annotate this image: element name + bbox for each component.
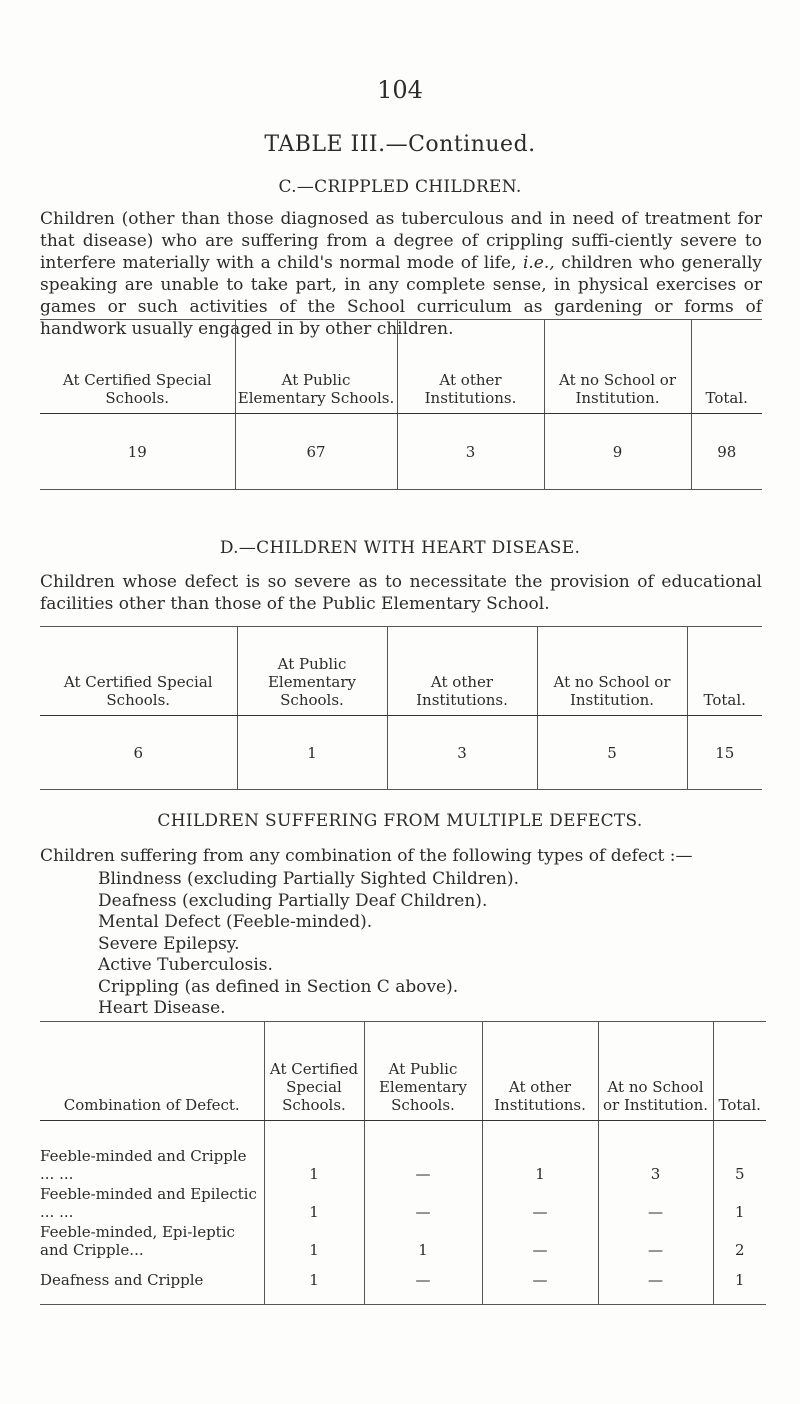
defect-type: Crippling (as defined in Section C above).: [98, 976, 459, 997]
table-cell: 1: [713, 1185, 766, 1223]
table-cell: 1: [264, 1185, 364, 1223]
multiple-defects-heading: CHILDREN SUFFERING FROM MULTIPLE DEFECTS.: [157, 811, 643, 831]
multiple-defects-intro: Children suffering from any combination of the following types of defect :—: [40, 846, 693, 866]
col-header-certified: At Certified Special Schools.: [40, 627, 237, 716]
table-cell: —: [482, 1223, 598, 1261]
col-header-no-school: At no School or Institution.: [537, 627, 687, 716]
table-cell: 3: [598, 1121, 713, 1185]
defect-type: Active Tuberculosis.: [98, 955, 273, 975]
col-header-total: Total.: [687, 627, 762, 716]
section-c-heading: C.—CRIPPLED CHILDREN.: [278, 177, 522, 197]
col-header-total: Total.: [713, 1022, 766, 1121]
table-cell: 1: [713, 1261, 766, 1305]
value-no-school: 5: [537, 716, 687, 790]
table-cell: —: [364, 1121, 482, 1185]
col-header-no-school: At no School or Institution.: [544, 320, 691, 414]
value-other: 3: [387, 716, 537, 790]
col-header-certified: At Certified Special Schools.: [264, 1022, 364, 1121]
table-cell: —: [598, 1261, 713, 1305]
page-number: 104: [377, 76, 423, 104]
col-header-certified: At Certified Special Schools.: [40, 320, 235, 414]
value-total: 15: [687, 716, 762, 790]
defect-types-list: [98, 869, 519, 1020]
value-other: 3: [397, 414, 544, 490]
defect-type: Blindness (excluding Partially Sighted Children).: [98, 869, 519, 889]
col-header-other: At other Institutions.: [482, 1022, 598, 1121]
row-label: Feeble-minded, Epi-leptic and Cripple...: [40, 1222, 235, 1259]
defect-type: Severe Epilepsy.: [98, 933, 240, 954]
row-label: Deafness and Cripple: [40, 1261, 264, 1305]
table-title: TABLE III.—Continued.: [264, 132, 536, 157]
value-certified: 6: [40, 716, 237, 790]
col-header-public: At Public Elementary Schools.: [364, 1022, 482, 1121]
row-label: Feeble-minded and Cripple ... ...: [40, 1146, 247, 1183]
value-public: 67: [235, 414, 397, 490]
section-c-description-tail: children who generally speaking are unable to take part, in any complete sense, in physical exercises or games or such activities of the School curriculum as gardening or forms of handwork usually engaged in by other children.: [40, 253, 763, 339]
table-cell: —: [364, 1185, 482, 1223]
table-cell: —: [482, 1261, 598, 1305]
col-header-combination: Combination of Defect.: [40, 1022, 264, 1121]
table-cell: —: [364, 1261, 482, 1305]
col-header-no-school: At no School or Institution.: [598, 1022, 713, 1121]
value-no-school: 9: [544, 414, 691, 490]
section-d-heading: D.—CHILDREN WITH HEART DISEASE.: [219, 538, 581, 558]
section-c-ie: i.e.,: [522, 253, 555, 273]
defect-type: Heart Disease.: [98, 998, 226, 1018]
table-cell: 1: [264, 1223, 364, 1261]
multiple-defects-table: [40, 1021, 766, 1305]
table-cell: 1: [264, 1261, 364, 1305]
col-header-public: At Public Elementary Schools.: [235, 320, 397, 414]
table-cell: 1: [264, 1121, 364, 1185]
value-certified: 19: [40, 414, 235, 490]
table-cell: 1: [364, 1223, 482, 1261]
table-cell: —: [598, 1185, 713, 1223]
col-header-public: At Public Elementary Schools.: [237, 627, 387, 716]
defect-type: Mental Defect (Feeble-minded).: [98, 912, 373, 932]
table-cell: 2: [713, 1223, 766, 1261]
table-cell: —: [598, 1223, 713, 1261]
crippled-children-table: [40, 319, 762, 490]
defect-type: Deafness (excluding Partially Deaf Children).: [98, 890, 488, 911]
table-cell: —: [482, 1185, 598, 1223]
section-d-description: Children whose defect is so severe as to necessitate the provision of educational facilities other than those of the Public Elementary School.: [40, 572, 762, 614]
value-public: 1: [237, 716, 387, 790]
col-header-other: At other Institutions.: [397, 320, 544, 414]
table-cell: 5: [713, 1121, 766, 1185]
table-cell: 1: [482, 1121, 598, 1185]
col-header-total: Total.: [691, 320, 762, 414]
value-total: 98: [691, 414, 762, 490]
col-header-other: At other Institutions.: [387, 627, 537, 716]
heart-disease-table: [40, 626, 762, 790]
section-c-description-lead: Children (other than those diagnosed as tuberculous and in need of treatment for that disease) who are suffering from a degree of crippling suffi-ciently severe to interfere materially with a child's normal mode of life,: [40, 209, 762, 273]
row-label: Feeble-minded and Epilectic ... ...: [40, 1184, 257, 1221]
